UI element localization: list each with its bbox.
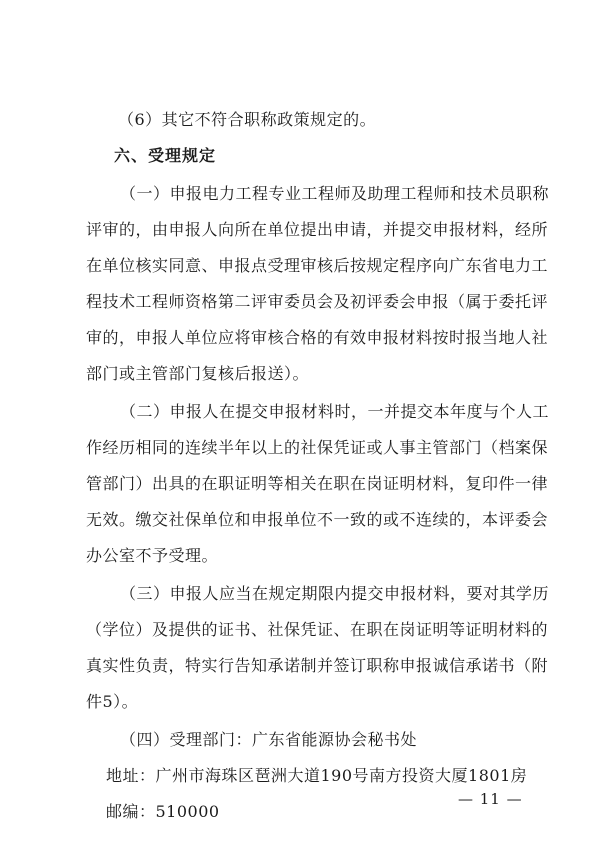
paragraph-3-line-3: 真实性负责，特实行告知承诺制并签订职称申报诚信承诺书（附 [86,656,549,675]
paragraph-1-line-4: 程技术工程师资格第二评审委员会及初评委会申报（属于委托评 [86,292,549,311]
paragraph-3-line-1: （三）申报人应当在规定期限内提交申报材料，要对其学历 [120,584,550,603]
paragraph-1-line-3: 在单位核实同意、申报点受理审核后按规定程序向广东省电力工 [86,256,549,275]
paragraph-3-line-2: （学位）及提供的证书、社保凭证、在职在岗证明等证明材料的 [86,620,549,639]
paragraph-1-line-5: 审的，申报人单位应将审核合格的有效申报材料按时报当地人社 [86,328,549,347]
paragraph-1-line-2: 评审的，由申报人向所在单位提出申请，并提交申报材料，经所 [86,220,549,239]
paragraph-2-line-3: 管部门）出具的在职证明等相关在职在岗证明材料，复印件一律 [86,474,549,493]
paragraph-2-line-5: 办公室不予受理。 [86,546,219,565]
paragraph-2-line-1: （二）申报人在提交申报材料时，一并提交本年度与个人工 [120,402,550,421]
paragraph-3-line-4: 件5）。 [86,692,139,711]
paragraph-1-line-6: 部门或主管部门复核后报送）。 [86,364,310,383]
page-number: — 11 — [458,790,523,808]
text-line-item-6: （6）其它不符合职称政策规定的。 [118,110,377,129]
paragraph-2-line-4: 无效。缴交社保单位和申报单位不一致的或不连续的，本评委会 [86,510,549,529]
postal-code-line: 邮编：510000 [106,802,220,821]
paragraph-1-line-1: （一）申报电力工程专业工程师及助理工程师和技术员职称 [120,184,550,203]
paragraph-2-line-2: 作经历相同的连续半年以上的社保凭证或人事主管部门（档案保 [86,438,549,457]
section-heading-acceptance-rules: 六、受理规定 [114,146,217,165]
address-line: 地址：广州市海珠区琶洲大道190号南方投资大厦1801房 [106,766,528,785]
acceptance-department: （四）受理部门：广东省能源协会秘书处 [120,730,418,749]
